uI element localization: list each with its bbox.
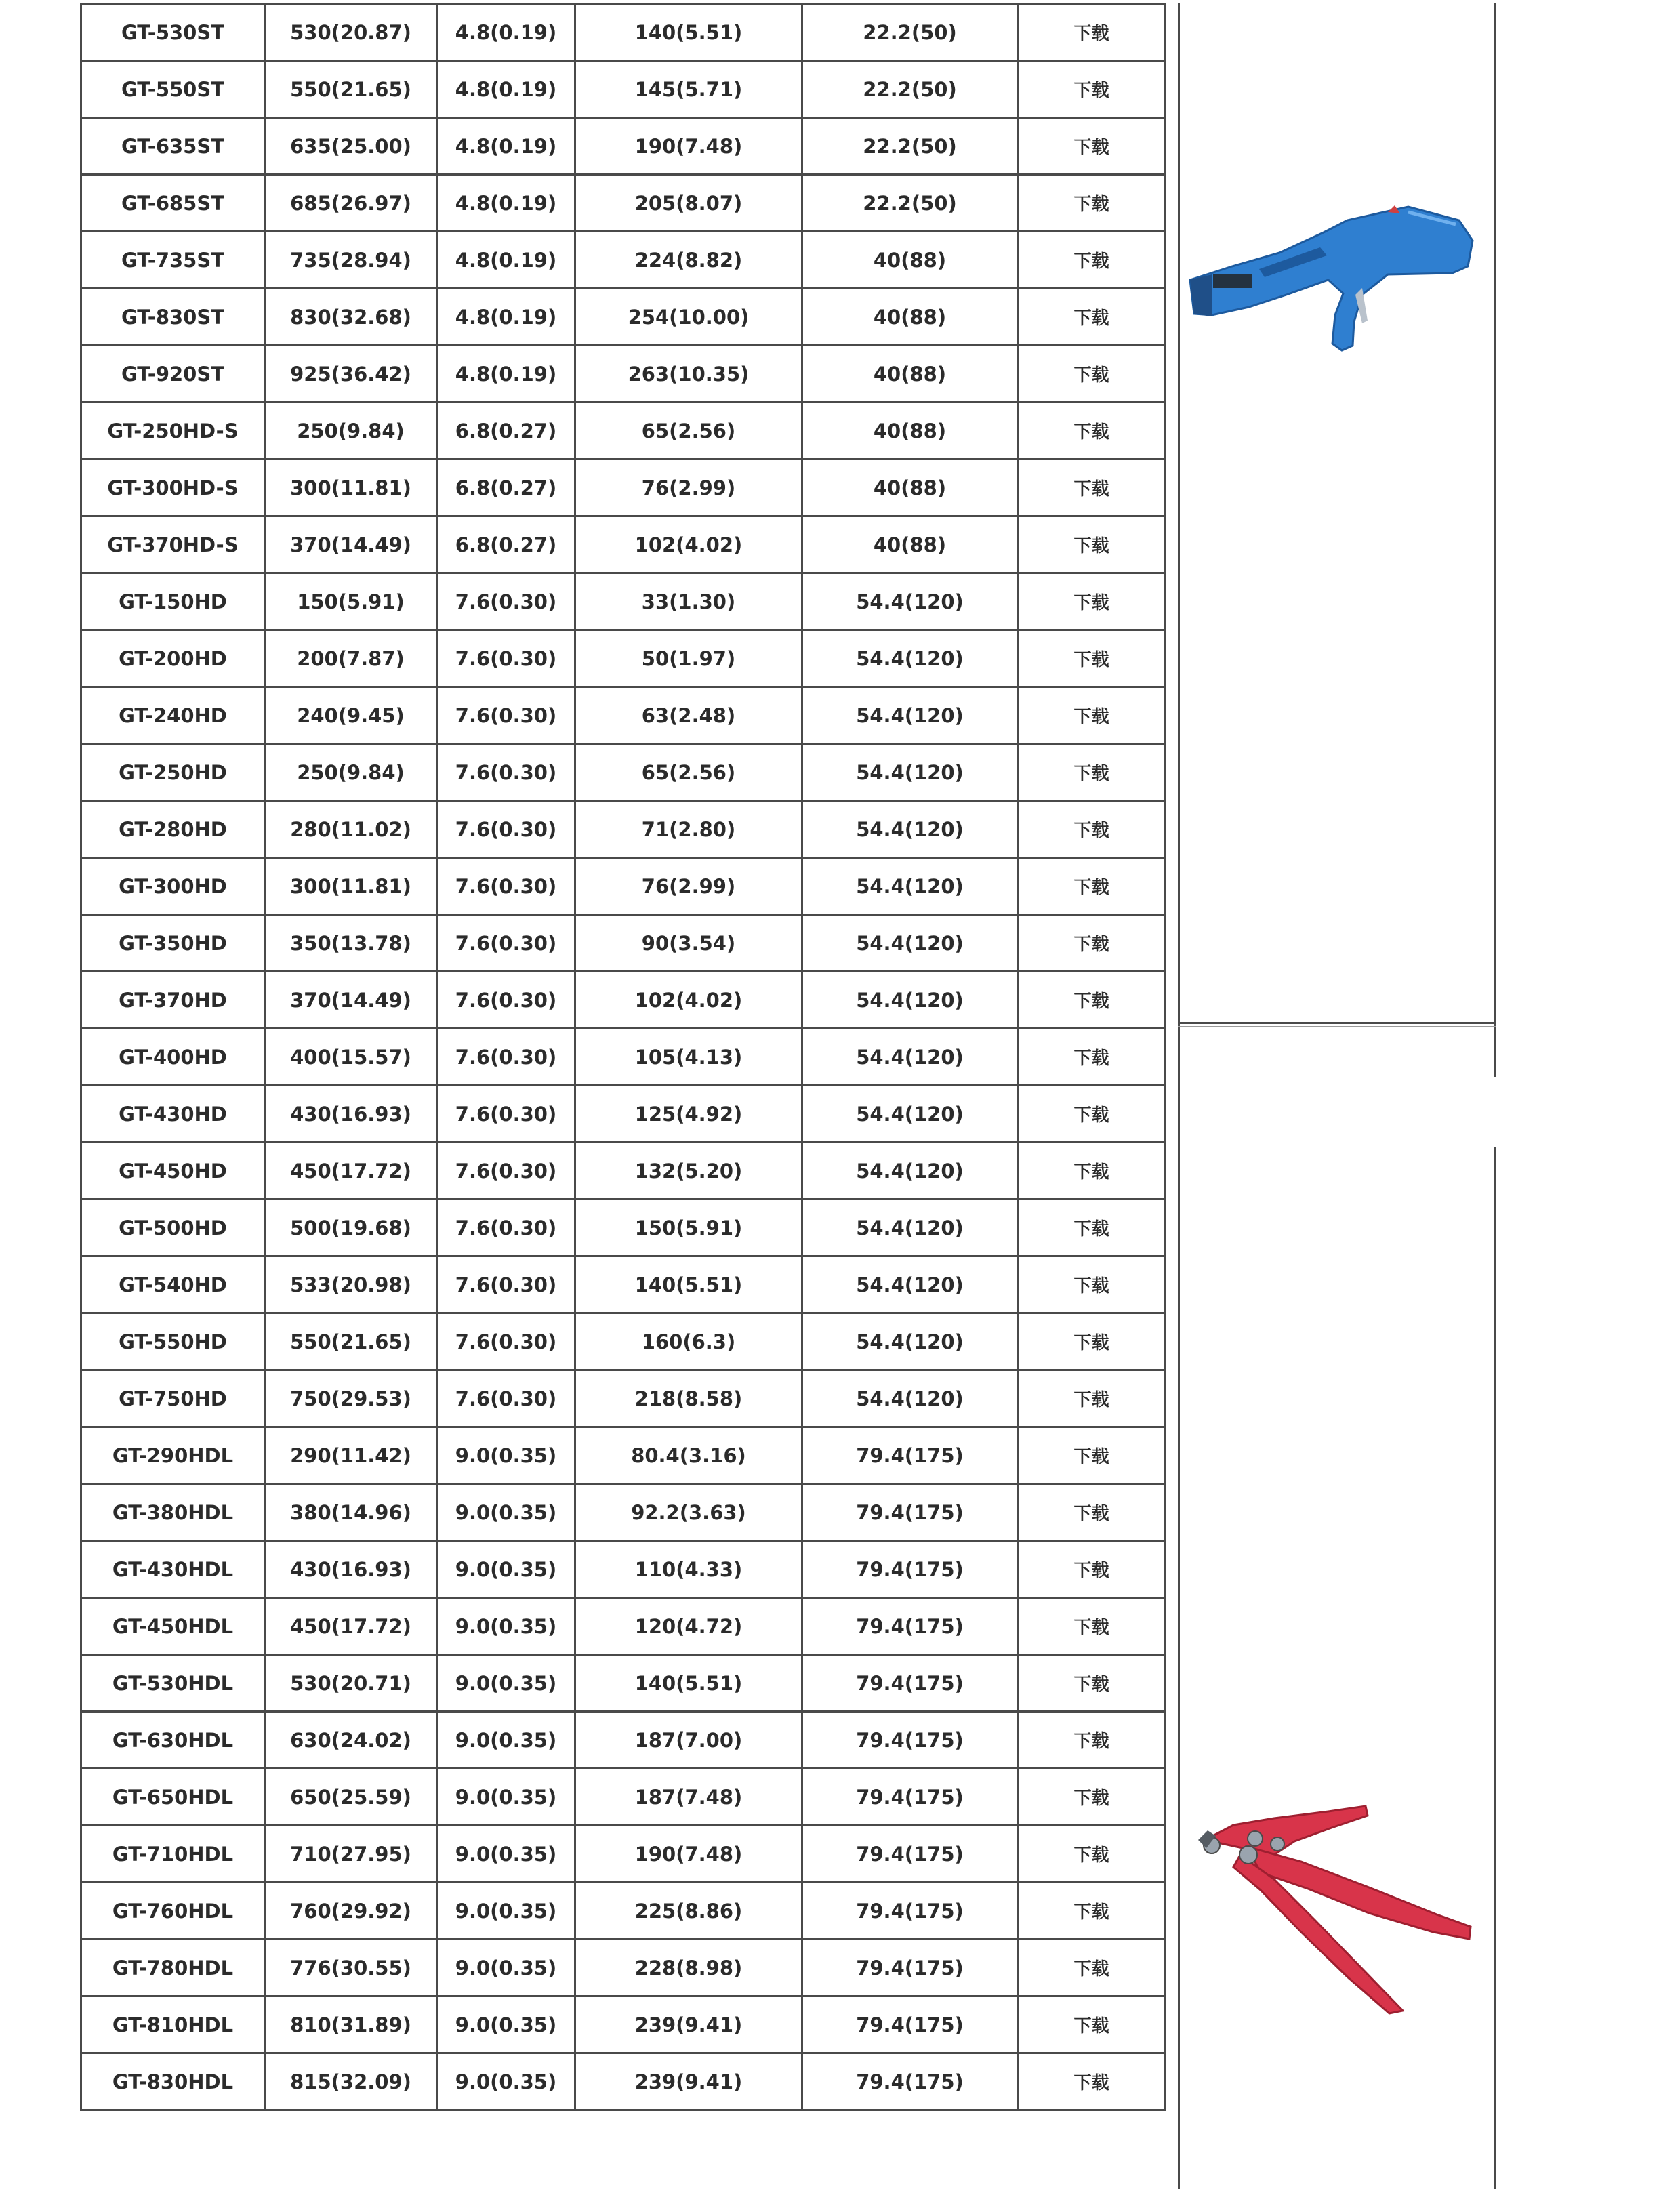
part-number-cell: GT-635ST bbox=[81, 118, 265, 175]
bundle-diameter-cell: 187(7.48) bbox=[575, 1769, 802, 1826]
table-row bbox=[81, 346, 1166, 403]
width-cell: 7.6(0.30) bbox=[437, 1370, 575, 1427]
tensile-strength-cell: 54.4(120) bbox=[802, 1256, 1018, 1313]
length-cell: 370(14.49) bbox=[265, 972, 437, 1029]
length-cell: 450(17.72) bbox=[265, 1598, 437, 1655]
table-row bbox=[81, 1313, 1166, 1370]
width-cell: 9.0(0.35) bbox=[437, 1484, 575, 1541]
length-cell: 750(29.53) bbox=[265, 1370, 437, 1427]
tensile-strength-cell: 54.4(120) bbox=[802, 1200, 1018, 1256]
width-cell: 9.0(0.35) bbox=[437, 1883, 575, 1940]
length-cell: 735(28.94) bbox=[265, 232, 437, 289]
tensile-strength-cell: 40(88) bbox=[802, 232, 1018, 289]
download-link[interactable]: 下载 bbox=[1018, 1712, 1166, 1769]
width-cell: 4.8(0.19) bbox=[437, 232, 575, 289]
width-cell: 7.6(0.30) bbox=[437, 1200, 575, 1256]
tensile-strength-cell: 79.4(175) bbox=[802, 1769, 1018, 1826]
table-row bbox=[81, 1655, 1166, 1712]
part-number-cell: GT-300HD-S bbox=[81, 459, 265, 516]
tensile-strength-cell: 79.4(175) bbox=[802, 2053, 1018, 2110]
part-number-cell: GT-630HDL bbox=[81, 1712, 265, 1769]
width-cell: 9.0(0.35) bbox=[437, 1655, 575, 1712]
download-link[interactable]: 下载 bbox=[1018, 403, 1166, 459]
tensile-strength-cell: 40(88) bbox=[802, 289, 1018, 346]
bundle-diameter-cell: 65(2.56) bbox=[575, 403, 802, 459]
red-cable-tie-plier-icon bbox=[1193, 1799, 1477, 2016]
tensile-strength-cell: 54.4(120) bbox=[802, 630, 1018, 687]
width-cell: 6.8(0.27) bbox=[437, 403, 575, 459]
bundle-diameter-cell: 205(8.07) bbox=[575, 175, 802, 232]
tensile-strength-cell: 54.4(120) bbox=[802, 1313, 1018, 1370]
length-cell: 776(30.55) bbox=[265, 1940, 437, 1996]
bundle-diameter-cell: 92.2(3.63) bbox=[575, 1484, 802, 1541]
tensile-strength-cell: 22.2(50) bbox=[802, 4, 1018, 61]
part-number-cell: GT-370HD-S bbox=[81, 516, 265, 573]
tensile-strength-cell: 54.4(120) bbox=[802, 744, 1018, 801]
tensile-strength-cell: 54.4(120) bbox=[802, 1143, 1018, 1200]
length-cell: 500(19.68) bbox=[265, 1200, 437, 1256]
download-link[interactable]: 下载 bbox=[1018, 1826, 1166, 1883]
length-cell: 250(9.84) bbox=[265, 744, 437, 801]
tensile-strength-cell: 54.4(120) bbox=[802, 801, 1018, 858]
table-row bbox=[81, 403, 1166, 459]
tensile-strength-cell: 79.4(175) bbox=[802, 1655, 1018, 1712]
bundle-diameter-cell: 50(1.97) bbox=[575, 630, 802, 687]
tensile-strength-cell: 79.4(175) bbox=[802, 1598, 1018, 1655]
table-row bbox=[81, 1883, 1166, 1940]
side-panel-right-border-top bbox=[1494, 3, 1496, 1077]
length-cell: 533(20.98) bbox=[265, 1256, 437, 1313]
width-cell: 7.6(0.30) bbox=[437, 1086, 575, 1143]
table-row bbox=[81, 289, 1166, 346]
bundle-diameter-cell: 76(2.99) bbox=[575, 459, 802, 516]
side-panel-right-border-bottom bbox=[1494, 1147, 1496, 2189]
length-cell: 710(27.95) bbox=[265, 1826, 437, 1883]
table-row bbox=[81, 1541, 1166, 1598]
table-row bbox=[81, 1200, 1166, 1256]
bundle-diameter-cell: 225(8.86) bbox=[575, 1883, 802, 1940]
table-row bbox=[81, 1086, 1166, 1143]
table-row bbox=[81, 1598, 1166, 1655]
bundle-diameter-cell: 102(4.02) bbox=[575, 516, 802, 573]
download-link[interactable]: 下载 bbox=[1018, 1598, 1166, 1655]
side-panel-divider-shadow bbox=[1178, 1026, 1496, 1027]
table-row bbox=[81, 858, 1166, 915]
part-number-cell: GT-530ST bbox=[81, 4, 265, 61]
part-number-cell: GT-430HD bbox=[81, 1086, 265, 1143]
width-cell: 4.8(0.19) bbox=[437, 346, 575, 403]
download-link[interactable]: 下载 bbox=[1018, 1883, 1166, 1940]
tensile-strength-cell: 79.4(175) bbox=[802, 1712, 1018, 1769]
tensile-strength-cell: 54.4(120) bbox=[802, 687, 1018, 744]
tensile-strength-cell: 22.2(50) bbox=[802, 118, 1018, 175]
download-link[interactable]: 下载 bbox=[1018, 61, 1166, 118]
table-row bbox=[81, 459, 1166, 516]
bundle-diameter-cell: 254(10.00) bbox=[575, 289, 802, 346]
tensile-strength-cell: 79.4(175) bbox=[802, 1541, 1018, 1598]
table-row bbox=[81, 118, 1166, 175]
bundle-diameter-cell: 190(7.48) bbox=[575, 118, 802, 175]
download-link[interactable]: 下载 bbox=[1018, 1029, 1166, 1086]
table-row bbox=[81, 1370, 1166, 1427]
length-cell: 685(26.97) bbox=[265, 175, 437, 232]
length-cell: 550(21.65) bbox=[265, 61, 437, 118]
length-cell: 370(14.49) bbox=[265, 516, 437, 573]
bundle-diameter-cell: 160(6.3) bbox=[575, 1313, 802, 1370]
width-cell: 9.0(0.35) bbox=[437, 1940, 575, 1996]
tensile-strength-cell: 54.4(120) bbox=[802, 972, 1018, 1029]
part-number-cell: GT-780HDL bbox=[81, 1940, 265, 1996]
tensile-strength-cell: 22.2(50) bbox=[802, 175, 1018, 232]
width-cell: 7.6(0.30) bbox=[437, 630, 575, 687]
part-number-cell: GT-250HD-S bbox=[81, 403, 265, 459]
tensile-strength-cell: 54.4(120) bbox=[802, 573, 1018, 630]
table-row bbox=[81, 1427, 1166, 1484]
width-cell: 9.0(0.35) bbox=[437, 2053, 575, 2110]
part-number-cell: GT-450HDL bbox=[81, 1598, 265, 1655]
bundle-diameter-cell: 140(5.51) bbox=[575, 4, 802, 61]
part-number-cell: GT-685ST bbox=[81, 175, 265, 232]
length-cell: 430(16.93) bbox=[265, 1541, 437, 1598]
table-row bbox=[81, 1484, 1166, 1541]
table-row bbox=[81, 175, 1166, 232]
width-cell: 6.8(0.27) bbox=[437, 459, 575, 516]
part-number-cell: GT-280HD bbox=[81, 801, 265, 858]
download-link[interactable]: 下载 bbox=[1018, 744, 1166, 801]
part-number-cell: GT-920ST bbox=[81, 346, 265, 403]
download-link[interactable]: 下载 bbox=[1018, 4, 1166, 61]
length-cell: 250(9.84) bbox=[265, 403, 437, 459]
table-row bbox=[81, 573, 1166, 630]
length-cell: 760(29.92) bbox=[265, 1883, 437, 1940]
bundle-diameter-cell: 105(4.13) bbox=[575, 1029, 802, 1086]
tensile-strength-cell: 54.4(120) bbox=[802, 1029, 1018, 1086]
length-cell: 810(31.89) bbox=[265, 1996, 437, 2053]
tensile-strength-cell: 79.4(175) bbox=[802, 1883, 1018, 1940]
part-number-cell: GT-760HDL bbox=[81, 1883, 265, 1940]
length-cell: 430(16.93) bbox=[265, 1086, 437, 1143]
bundle-diameter-cell: 90(3.54) bbox=[575, 915, 802, 972]
length-cell: 450(17.72) bbox=[265, 1143, 437, 1200]
download-link[interactable]: 下载 bbox=[1018, 346, 1166, 403]
download-link[interactable]: 下载 bbox=[1018, 289, 1166, 346]
tensile-strength-cell: 79.4(175) bbox=[802, 1996, 1018, 2053]
tensile-strength-cell: 79.4(175) bbox=[802, 1484, 1018, 1541]
tensile-strength-cell: 40(88) bbox=[802, 403, 1018, 459]
bundle-diameter-cell: 80.4(3.16) bbox=[575, 1427, 802, 1484]
table-row bbox=[81, 1143, 1166, 1200]
width-cell: 4.8(0.19) bbox=[437, 289, 575, 346]
bundle-diameter-cell: 140(5.51) bbox=[575, 1256, 802, 1313]
download-link[interactable]: 下载 bbox=[1018, 858, 1166, 915]
part-number-cell: GT-380HDL bbox=[81, 1484, 265, 1541]
part-number-cell: GT-530HDL bbox=[81, 1655, 265, 1712]
width-cell: 4.8(0.19) bbox=[437, 4, 575, 61]
table-row bbox=[81, 516, 1166, 573]
width-cell: 7.6(0.30) bbox=[437, 744, 575, 801]
length-cell: 400(15.57) bbox=[265, 1029, 437, 1086]
length-cell: 530(20.87) bbox=[265, 4, 437, 61]
download-link[interactable]: 下载 bbox=[1018, 1200, 1166, 1256]
part-number-cell: GT-830ST bbox=[81, 289, 265, 346]
tensile-strength-cell: 54.4(120) bbox=[802, 1086, 1018, 1143]
width-cell: 9.0(0.35) bbox=[437, 1769, 575, 1826]
download-link[interactable]: 下载 bbox=[1018, 1143, 1166, 1200]
bundle-diameter-cell: 65(2.56) bbox=[575, 744, 802, 801]
width-cell: 4.8(0.19) bbox=[437, 118, 575, 175]
part-number-cell: GT-240HD bbox=[81, 687, 265, 744]
width-cell: 9.0(0.35) bbox=[437, 1427, 575, 1484]
part-number-cell: GT-650HDL bbox=[81, 1769, 265, 1826]
part-number-cell: GT-735ST bbox=[81, 232, 265, 289]
length-cell: 830(32.68) bbox=[265, 289, 437, 346]
bundle-diameter-cell: 224(8.82) bbox=[575, 232, 802, 289]
width-cell: 7.6(0.30) bbox=[437, 687, 575, 744]
bundle-diameter-cell: 125(4.92) bbox=[575, 1086, 802, 1143]
length-cell: 630(24.02) bbox=[265, 1712, 437, 1769]
length-cell: 300(11.81) bbox=[265, 459, 437, 516]
table-row bbox=[81, 232, 1166, 289]
part-number-cell: GT-500HD bbox=[81, 1200, 265, 1256]
bundle-diameter-cell: 218(8.58) bbox=[575, 1370, 802, 1427]
table-row bbox=[81, 1769, 1166, 1826]
length-cell: 290(11.42) bbox=[265, 1427, 437, 1484]
bundle-diameter-cell: 187(7.00) bbox=[575, 1712, 802, 1769]
download-link[interactable]: 下载 bbox=[1018, 1940, 1166, 1996]
width-cell: 7.6(0.30) bbox=[437, 858, 575, 915]
table-row bbox=[81, 801, 1166, 858]
bundle-diameter-cell: 33(1.30) bbox=[575, 573, 802, 630]
length-cell: 550(21.65) bbox=[265, 1313, 437, 1370]
width-cell: 7.6(0.30) bbox=[437, 1313, 575, 1370]
download-link[interactable]: 下载 bbox=[1018, 516, 1166, 573]
part-number-cell: GT-550HD bbox=[81, 1313, 265, 1370]
part-number-cell: GT-370HD bbox=[81, 972, 265, 1029]
bundle-diameter-cell: 150(5.91) bbox=[575, 1200, 802, 1256]
table-row bbox=[81, 687, 1166, 744]
cable-tie-spec-table bbox=[80, 3, 1166, 2111]
width-cell: 4.8(0.19) bbox=[437, 175, 575, 232]
bundle-diameter-cell: 239(9.41) bbox=[575, 1996, 802, 2053]
table-row bbox=[81, 1996, 1166, 2053]
download-link[interactable]: 下载 bbox=[1018, 175, 1166, 232]
download-link[interactable]: 下载 bbox=[1018, 2053, 1166, 2110]
download-link[interactable]: 下载 bbox=[1018, 1541, 1166, 1598]
length-cell: 530(20.71) bbox=[265, 1655, 437, 1712]
part-number-cell: GT-290HDL bbox=[81, 1427, 265, 1484]
length-cell: 300(11.81) bbox=[265, 858, 437, 915]
download-link[interactable]: 下载 bbox=[1018, 1370, 1166, 1427]
table-row bbox=[81, 4, 1166, 61]
part-number-cell: GT-710HDL bbox=[81, 1826, 265, 1883]
download-link[interactable]: 下载 bbox=[1018, 1256, 1166, 1313]
bundle-diameter-cell: 190(7.48) bbox=[575, 1826, 802, 1883]
tensile-strength-cell: 54.4(120) bbox=[802, 858, 1018, 915]
side-panel-divider bbox=[1178, 1022, 1496, 1024]
tensile-strength-cell: 40(88) bbox=[802, 346, 1018, 403]
part-number-cell: GT-430HDL bbox=[81, 1541, 265, 1598]
length-cell: 240(9.45) bbox=[265, 687, 437, 744]
table-row bbox=[81, 972, 1166, 1029]
part-number-cell: GT-750HD bbox=[81, 1370, 265, 1427]
tensile-strength-cell: 54.4(120) bbox=[802, 1370, 1018, 1427]
tensile-strength-cell: 22.2(50) bbox=[802, 61, 1018, 118]
bundle-diameter-cell: 63(2.48) bbox=[575, 687, 802, 744]
bundle-diameter-cell: 110(4.33) bbox=[575, 1541, 802, 1598]
table-row bbox=[81, 1826, 1166, 1883]
part-number-cell: GT-830HDL bbox=[81, 2053, 265, 2110]
bundle-diameter-cell: 239(9.41) bbox=[575, 2053, 802, 2110]
bundle-diameter-cell: 71(2.80) bbox=[575, 801, 802, 858]
length-cell: 925(36.42) bbox=[265, 346, 437, 403]
table-row bbox=[81, 61, 1166, 118]
bundle-diameter-cell: 263(10.35) bbox=[575, 346, 802, 403]
table-row bbox=[81, 1712, 1166, 1769]
width-cell: 9.0(0.35) bbox=[437, 1826, 575, 1883]
length-cell: 380(14.96) bbox=[265, 1484, 437, 1541]
bundle-diameter-cell: 120(4.72) bbox=[575, 1598, 802, 1655]
tensile-strength-cell: 79.4(175) bbox=[802, 1826, 1018, 1883]
tensile-strength-cell: 40(88) bbox=[802, 459, 1018, 516]
width-cell: 7.6(0.30) bbox=[437, 1029, 575, 1086]
tensile-strength-cell: 79.4(175) bbox=[802, 1427, 1018, 1484]
download-link[interactable]: 下载 bbox=[1018, 1769, 1166, 1826]
width-cell: 9.0(0.35) bbox=[437, 1712, 575, 1769]
bundle-diameter-cell: 145(5.71) bbox=[575, 61, 802, 118]
length-cell: 815(32.09) bbox=[265, 2053, 437, 2110]
length-cell: 150(5.91) bbox=[265, 573, 437, 630]
download-link[interactable]: 下载 bbox=[1018, 1996, 1166, 2053]
table-row bbox=[81, 630, 1166, 687]
width-cell: 7.6(0.30) bbox=[437, 915, 575, 972]
download-link[interactable]: 下载 bbox=[1018, 801, 1166, 858]
download-link[interactable]: 下载 bbox=[1018, 630, 1166, 687]
table-row bbox=[81, 744, 1166, 801]
bundle-diameter-cell: 132(5.20) bbox=[575, 1143, 802, 1200]
download-link[interactable]: 下载 bbox=[1018, 459, 1166, 516]
spec-table-body bbox=[81, 4, 1166, 2110]
length-cell: 650(25.59) bbox=[265, 1769, 437, 1826]
part-number-cell: GT-150HD bbox=[81, 573, 265, 630]
width-cell: 9.0(0.35) bbox=[437, 1996, 575, 2053]
tensile-strength-cell: 79.4(175) bbox=[802, 1940, 1018, 1996]
width-cell: 7.6(0.30) bbox=[437, 972, 575, 1029]
part-number-cell: GT-540HD bbox=[81, 1256, 265, 1313]
download-link[interactable]: 下载 bbox=[1018, 1484, 1166, 1541]
part-number-cell: GT-250HD bbox=[81, 744, 265, 801]
download-link[interactable]: 下载 bbox=[1018, 972, 1166, 1029]
table-row bbox=[81, 1940, 1166, 1996]
length-cell: 280(11.02) bbox=[265, 801, 437, 858]
part-number-cell: GT-810HDL bbox=[81, 1996, 265, 2053]
part-number-cell: GT-300HD bbox=[81, 858, 265, 915]
download-link[interactable]: 下载 bbox=[1018, 1427, 1166, 1484]
width-cell: 7.6(0.30) bbox=[437, 1256, 575, 1313]
width-cell: 6.8(0.27) bbox=[437, 516, 575, 573]
table-row bbox=[81, 2053, 1166, 2110]
width-cell: 7.6(0.30) bbox=[437, 1143, 575, 1200]
blue-cable-tie-gun-icon bbox=[1185, 193, 1476, 356]
bundle-diameter-cell: 76(2.99) bbox=[575, 858, 802, 915]
side-panel-left-border bbox=[1178, 3, 1180, 2189]
download-link[interactable]: 下载 bbox=[1018, 573, 1166, 630]
download-link[interactable]: 下载 bbox=[1018, 1086, 1166, 1143]
tensile-strength-cell: 54.4(120) bbox=[802, 915, 1018, 972]
table-row bbox=[81, 915, 1166, 972]
bundle-diameter-cell: 140(5.51) bbox=[575, 1655, 802, 1712]
part-number-cell: GT-400HD bbox=[81, 1029, 265, 1086]
download-link[interactable]: 下载 bbox=[1018, 1655, 1166, 1712]
table-row bbox=[81, 1256, 1166, 1313]
length-cell: 635(25.00) bbox=[265, 118, 437, 175]
bundle-diameter-cell: 228(8.98) bbox=[575, 1940, 802, 1996]
width-cell: 4.8(0.19) bbox=[437, 61, 575, 118]
download-link[interactable]: 下载 bbox=[1018, 118, 1166, 175]
tensile-strength-cell: 40(88) bbox=[802, 516, 1018, 573]
part-number-cell: GT-550ST bbox=[81, 61, 265, 118]
length-cell: 350(13.78) bbox=[265, 915, 437, 972]
download-link[interactable]: 下载 bbox=[1018, 232, 1166, 289]
part-number-cell: GT-200HD bbox=[81, 630, 265, 687]
download-link[interactable]: 下载 bbox=[1018, 1313, 1166, 1370]
download-link[interactable]: 下载 bbox=[1018, 915, 1166, 972]
part-number-cell: GT-450HD bbox=[81, 1143, 265, 1200]
width-cell: 9.0(0.35) bbox=[437, 1598, 575, 1655]
download-link[interactable]: 下载 bbox=[1018, 687, 1166, 744]
table-row bbox=[81, 1029, 1166, 1086]
width-cell: 7.6(0.30) bbox=[437, 573, 575, 630]
part-number-cell: GT-350HD bbox=[81, 915, 265, 972]
width-cell: 7.6(0.30) bbox=[437, 801, 575, 858]
length-cell: 200(7.87) bbox=[265, 630, 437, 687]
width-cell: 9.0(0.35) bbox=[437, 1541, 575, 1598]
bundle-diameter-cell: 102(4.02) bbox=[575, 972, 802, 1029]
